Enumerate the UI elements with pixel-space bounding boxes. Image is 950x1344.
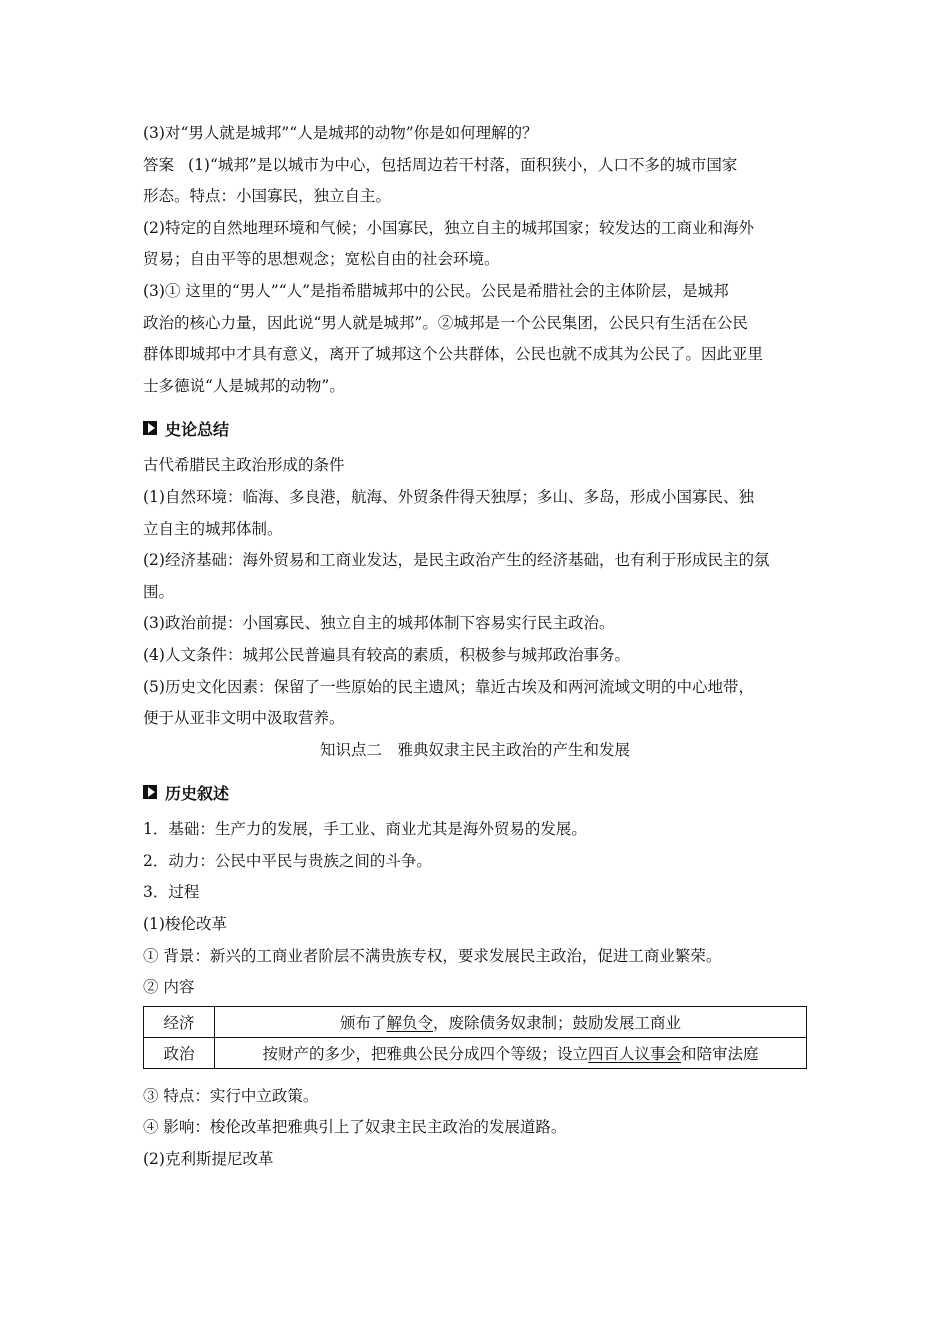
narrative-line: (1)梭伦改革 (143, 915, 227, 934)
play-triangle-icon (143, 421, 157, 435)
section-title: 史论总结 (165, 419, 230, 439)
narrative-line: ④ 影响：梭伦改革把雅典引上了奴隶主民主政治的发展道路。 (143, 1118, 567, 1137)
summary-line: (4)人文条件：城邦公民普遍具有较高的素质，积极参与城邦政治事务。 (143, 645, 630, 664)
summary-line: 便于从亚非文明中汲取营养。 (143, 709, 345, 728)
narrative-line: 3．过程 (143, 883, 200, 902)
narrative-line: (2)克利斯提尼改革 (143, 1150, 274, 1169)
summary-line: 古代希腊民主政治形成的条件 (143, 456, 345, 475)
cell-text: 颁布了 (339, 1013, 387, 1032)
summary-line: (1)自然环境：临海、多良港，航海、外贸条件得天独厚；多山、多岛，形成小国寡民、独 (143, 487, 754, 506)
answer-line: (2)特定的自然地理环境和气候；小国寡民，独立自主的城邦国家；较发达的工商业和海外 (143, 218, 754, 237)
document-page (143, 118, 807, 1176)
summary-line: 立自主的城邦体制。 (143, 519, 283, 538)
answer-line: 形态。特点：小国寡民，独立自主。 (143, 187, 392, 206)
narrative-line: 2．动力：公民中平民与贵族之间的斗争。 (143, 851, 432, 870)
table-row (144, 1006, 807, 1037)
answer-line: 贸易；自由平等的思想观念；宽松自由的社会环境。 (143, 250, 500, 269)
answer-line: 政治的核心力量，因此说“男人就是城邦”。②城邦是一个公民集团，公民只有生活在公民 (143, 313, 748, 332)
cell-text: 和陪审法庭 (681, 1044, 759, 1063)
summary-line: (2)经济基础：海外贸易和工商业发达，是民主政治产生的经济基础，也有利于形成民主的氛 (143, 551, 770, 570)
underlined-term: 解负令 (386, 1013, 433, 1032)
table-key-cell: 政治 (144, 1037, 215, 1068)
answer-line: 士多德说“人是城邦的动物”。 (143, 376, 345, 395)
answer-line-1 (143, 150, 807, 182)
narrative-line: ② 内容 (143, 978, 195, 997)
narrative-line: ③ 特点：实行中立政策。 (143, 1086, 319, 1105)
narrative-line: 1．基础：生产力的发展，手工业、商业尤其是海外贸易的发展。 (143, 820, 587, 839)
question-3: (3)对“男人就是城邦”“人是城邦的动物”你是如何理解的？ (143, 124, 538, 142)
summary-line: (3)政治前提：小国寡民、独立自主的城邦体制下容易实行民主政治。 (143, 614, 615, 633)
narrative-line: ① 背景：新兴的工商业者阶层不满贵族专权，要求发展民主政治，促进工商业繁荣。 (143, 946, 722, 965)
section-title: 历史叙述 (165, 783, 230, 803)
answer-line: (3)① 这里的“男人”“人”是指希腊城邦中的公民。公民是希腊社会的主体阶层，是城邦 (143, 281, 729, 300)
summary-line: 围。 (143, 582, 175, 601)
section-heading-summary (143, 412, 807, 444)
table-key-cell: 经济 (144, 1006, 215, 1037)
cell-text: ，废除债务奴隶制；鼓励发展工商业 (433, 1013, 682, 1032)
section-heading-narrative (143, 776, 807, 808)
table-value-cell (215, 1006, 807, 1037)
answer-label: 答案 (143, 155, 175, 174)
answer-text: (1)“城邦”是以城市为中心，包括周边若干村落，面积狭小，人口不多的城市国家 (188, 155, 738, 174)
table-row (144, 1037, 807, 1068)
table-value-cell (215, 1037, 807, 1068)
summary-line: (5)历史文化因素：保留了一些原始的民主遗风；靠近古埃及和两河流域文明的中心地带， (143, 677, 754, 696)
knowledge-point-title: 知识点二 雅典奴隶主民主政治的产生和发展 (319, 740, 630, 759)
answer-line: 群体即城邦中才具有意义，离开了城邦这个公共群体，公民也就不成其为公民了。因此亚里 (143, 345, 764, 364)
reform-content-table (143, 1006, 807, 1069)
underlined-term: 四百人议事会 (587, 1044, 681, 1063)
play-triangle-icon (143, 785, 157, 799)
cell-text: 按财产的多少，把雅典公民分成四个等级；设立 (262, 1044, 588, 1063)
